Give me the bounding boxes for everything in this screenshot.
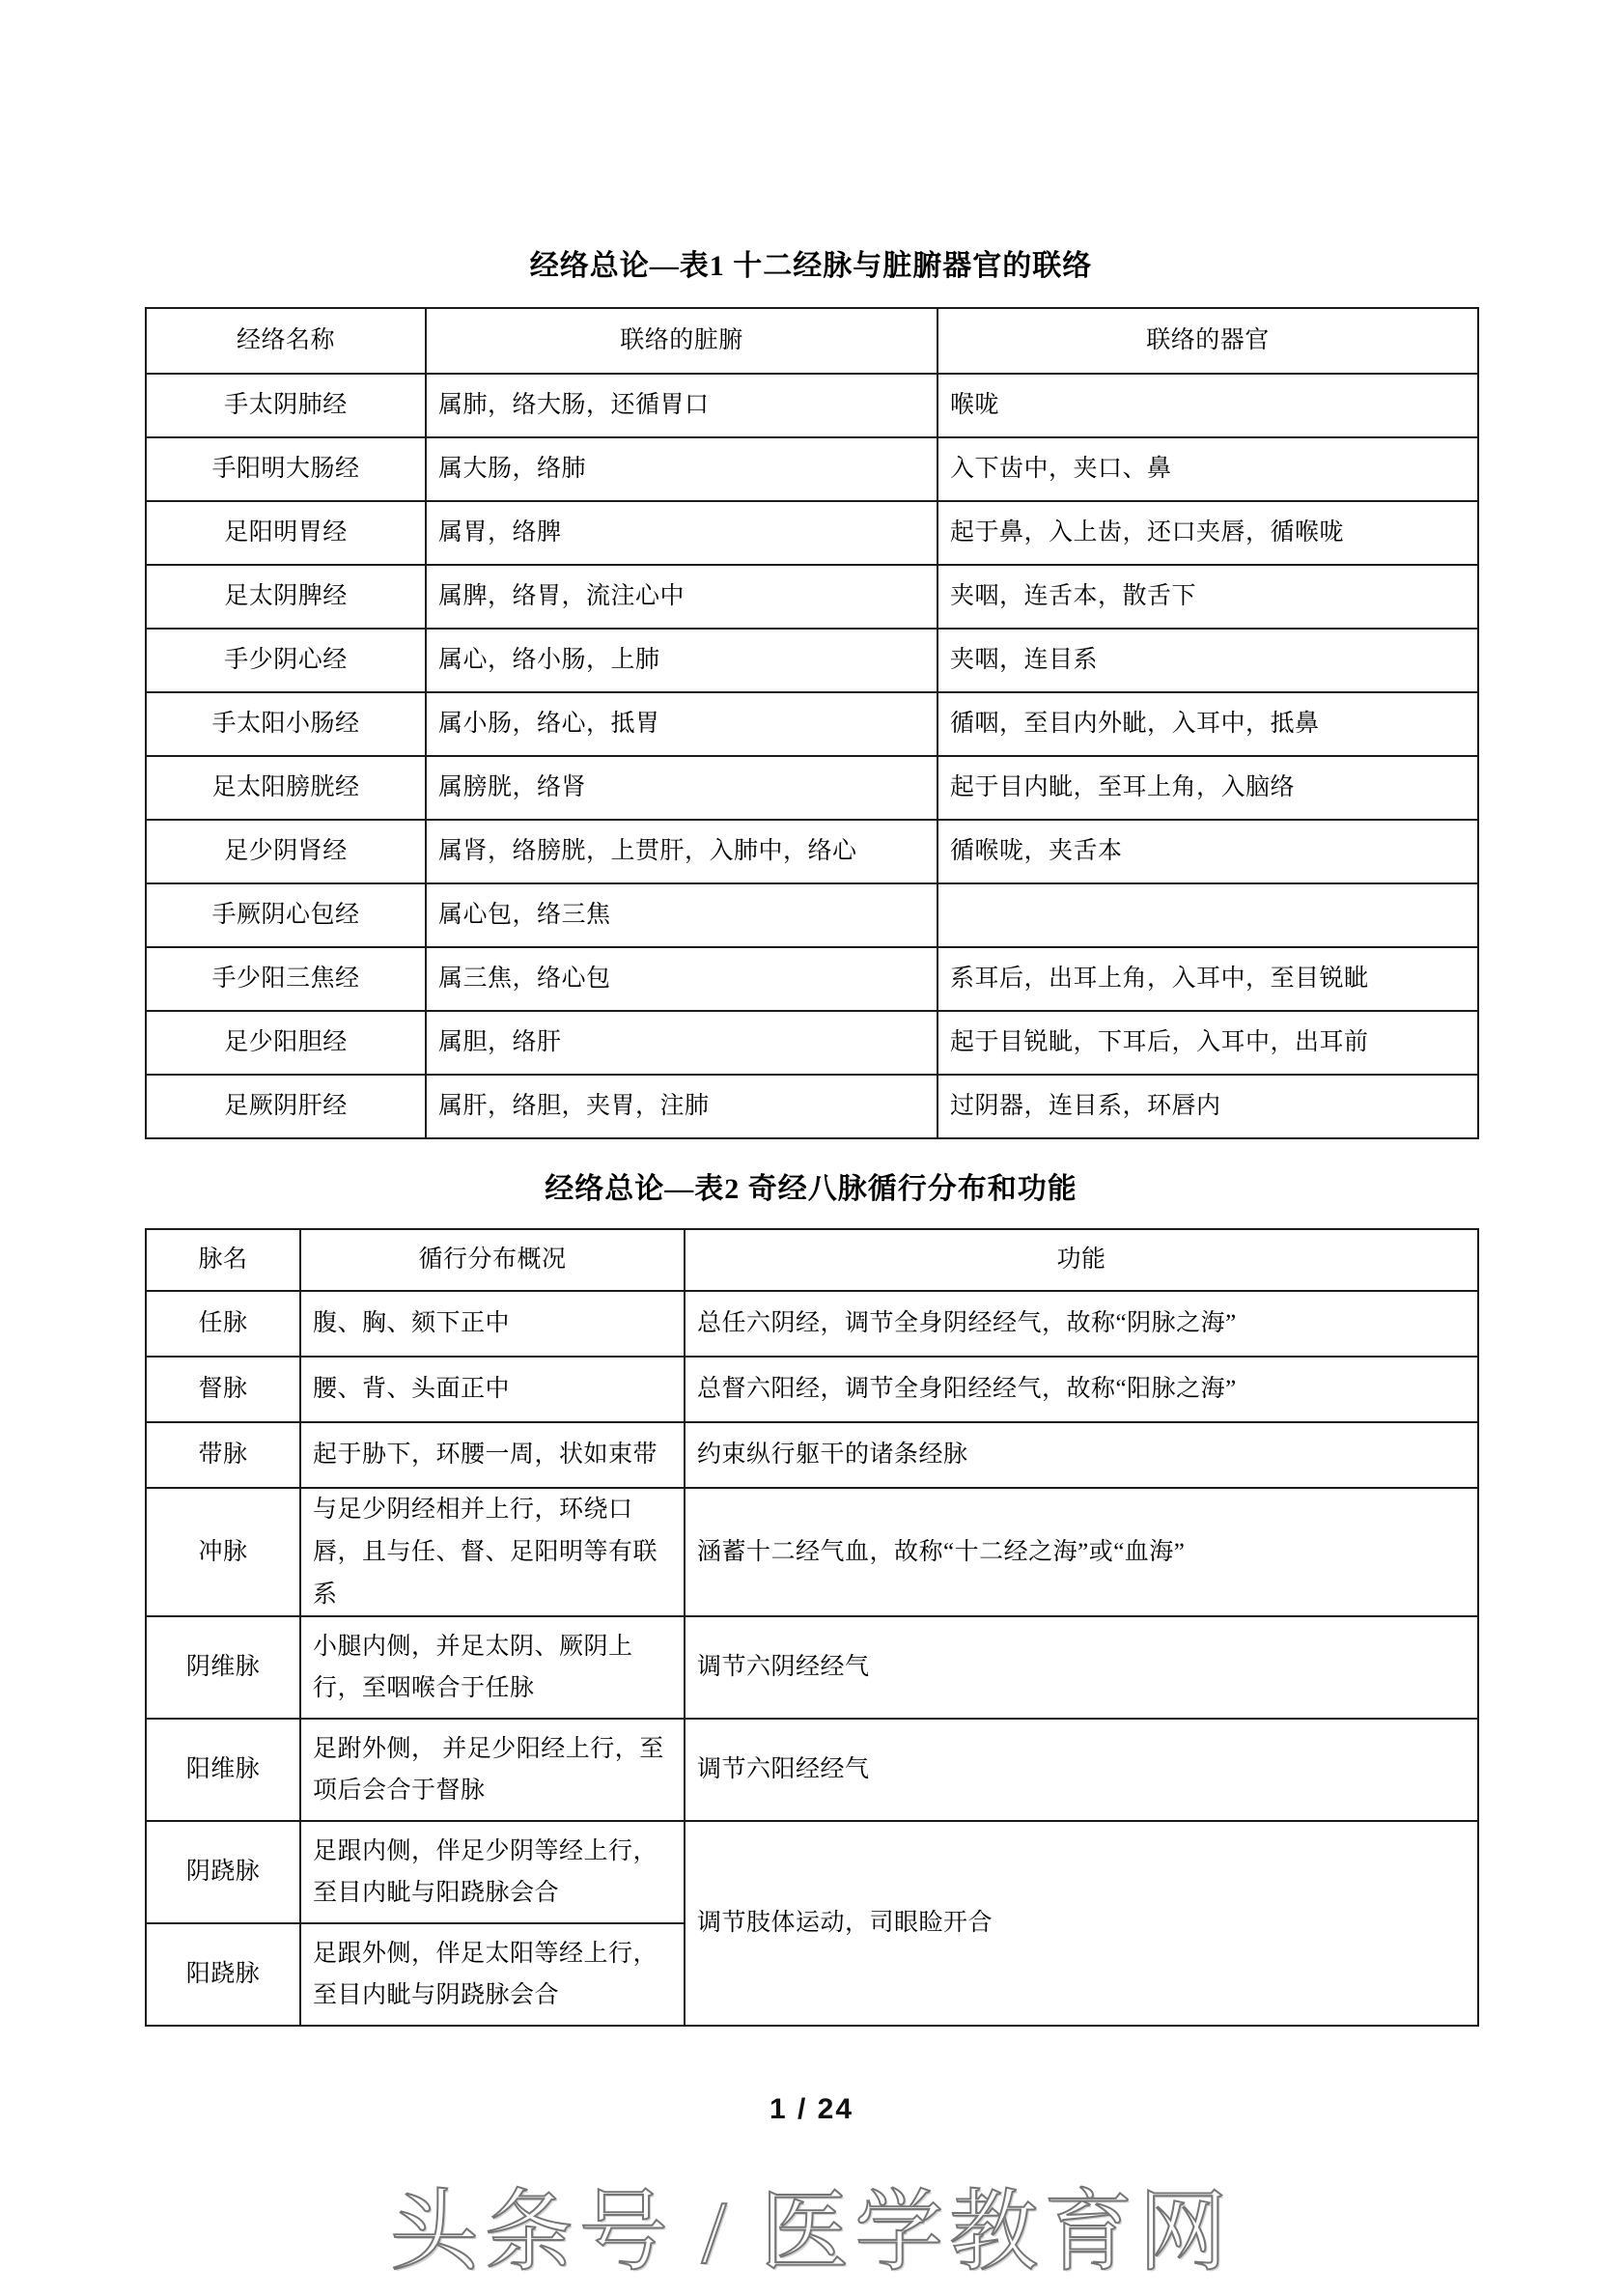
linked-parts: 过阴器，连目系，环唇内	[937, 1075, 1478, 1138]
meridian-name: 手少阴心经	[146, 629, 426, 692]
meridian-name: 足厥阴肝经	[146, 1075, 426, 1138]
meridian-name: 手少阳三焦经	[146, 947, 426, 1011]
vessel-function: 总任六阴经，调节全身阴经经气，故称“阴脉之海”	[685, 1291, 1478, 1357]
table-row	[146, 883, 1478, 947]
vessel-course: 与足少阴经相并上行，环绕口唇，且与任、督、足阳明等有联系	[300, 1488, 685, 1616]
linked-organs: 属小肠，络心，抵胃	[426, 692, 937, 756]
linked-parts: 循喉咙，夹舌本	[937, 820, 1478, 883]
table-row	[146, 437, 1478, 501]
table-row	[146, 1357, 1478, 1422]
vessel-function: 总督六阳经，调节全身阳经经气，故称“阳脉之海”	[685, 1357, 1478, 1422]
linked-organs: 属脾，络胃，流注心中	[426, 565, 937, 629]
table-row	[146, 1616, 1478, 1719]
linked-parts	[937, 883, 1478, 947]
table-row	[146, 756, 1478, 820]
column-header-course: 循行分布概况	[300, 1229, 685, 1291]
table-row-header	[146, 1229, 1478, 1291]
table-row	[146, 501, 1478, 565]
vessel-name: 任脉	[146, 1291, 300, 1357]
linked-parts: 夹咽，连目系	[937, 629, 1478, 692]
linked-parts: 系耳后，出耳上角，入耳中，至目锐眦	[937, 947, 1478, 1011]
vessel-name: 督脉	[146, 1357, 300, 1422]
meridian-name: 足少阳胆经	[146, 1011, 426, 1075]
vessel-function-merged: 调节肢体运动，司眼睑开合	[685, 1821, 1478, 2026]
linked-organs: 属心，络小肠，上肺	[426, 629, 937, 692]
vessel-function: 涵蓄十二经气血，故称“十二经之海”或“血海”	[685, 1488, 1478, 1616]
table-row	[146, 820, 1478, 883]
linked-organs: 属心包，络三焦	[426, 883, 937, 947]
linked-parts: 夹咽，连舌本，散舌下	[937, 565, 1478, 629]
table-row	[146, 565, 1478, 629]
linked-organs: 属肺，络大肠，还循胃口	[426, 374, 937, 437]
table-row	[146, 1719, 1478, 1821]
table-row	[146, 1821, 1478, 1923]
table-row	[146, 1011, 1478, 1075]
vessel-course: 起于胁下，环腰一周，状如束带	[300, 1422, 685, 1488]
linked-parts: 喉咙	[937, 374, 1478, 437]
vessel-name: 阳维脉	[146, 1719, 300, 1821]
table-1-title: 经络总论—表1 十二经脉与脏腑器官的联络	[529, 250, 1093, 282]
table-row	[146, 947, 1478, 1011]
vessel-course: 腹、胸、颏下正中	[300, 1291, 685, 1357]
linked-organs: 属大肠，络肺	[426, 437, 937, 501]
meridian-name: 足少阴肾经	[146, 820, 426, 883]
meridian-name: 足太阴脾经	[146, 565, 426, 629]
table-1-title-wrapper	[145, 249, 1477, 284]
meridian-name: 足太阳膀胱经	[146, 756, 426, 820]
linked-organs: 属三焦，络心包	[426, 947, 937, 1011]
column-header-function: 功能	[685, 1229, 1478, 1291]
linked-parts: 循咽，至目内外眦，入耳中，抵鼻	[937, 692, 1478, 756]
vessel-name: 带脉	[146, 1422, 300, 1488]
linked-organs: 属胃，络脾	[426, 501, 937, 565]
linked-parts: 起于目锐眦，下耳后，入耳中，出耳前	[937, 1011, 1478, 1075]
column-header-linked-organs: 联络的脏腑	[426, 308, 937, 374]
vessel-course: 足跗外侧， 并足少阳经上行，至项后会合于督脉	[300, 1719, 685, 1821]
meridian-name: 手太阴肺经	[146, 374, 426, 437]
table-2-title: 经络总论—表2 奇经八脉循行分布和功能	[545, 1173, 1077, 1205]
linked-organs: 属肾，络膀胱，上贯肝，入肺中，络心	[426, 820, 937, 883]
table-row-header	[146, 308, 1478, 374]
vessel-function: 调节六阳经经气	[685, 1719, 1478, 1821]
vessel-name: 冲脉	[146, 1488, 300, 1616]
linked-organs: 属肝，络胆，夹胃，注肺	[426, 1075, 937, 1138]
table-row	[146, 692, 1478, 756]
vessel-course: 小腿内侧，并足太阴、厥阴上行，至咽喉合于任脉	[300, 1616, 685, 1719]
watermark: 头条号 / 医学教育网	[389, 2183, 1234, 2282]
linked-parts: 起于鼻，入上齿，还口夹唇，循喉咙	[937, 501, 1478, 565]
extraordinary-vessels-table	[145, 1228, 1479, 2027]
page-content	[145, 0, 1477, 2027]
meridian-name: 足阳明胃经	[146, 501, 426, 565]
vessel-course: 足跟外侧，伴足太阳等经上行，至目内眦与阴跷脉会合	[300, 1923, 685, 2026]
table-row	[146, 1075, 1478, 1138]
meridian-name: 手厥阴心包经	[146, 883, 426, 947]
table-2-title-wrapper	[145, 1172, 1477, 1207]
meridian-organ-table	[145, 307, 1479, 1139]
vessel-name: 阳跷脉	[146, 1923, 300, 2026]
linked-organs: 属膀胱，络肾	[426, 756, 937, 820]
meridian-name: 手阳明大肠经	[146, 437, 426, 501]
table-row	[146, 1422, 1478, 1488]
linked-parts: 起于目内眦，至耳上角，入脑络	[937, 756, 1478, 820]
page-number: 1 / 24	[769, 2093, 854, 2125]
vessel-function: 约束纵行躯干的诸条经脉	[685, 1422, 1478, 1488]
vessel-course: 腰、背、头面正中	[300, 1357, 685, 1422]
table-row	[146, 629, 1478, 692]
column-header-meridian-name: 经络名称	[146, 308, 426, 374]
column-header-linked-parts: 联络的器官	[937, 308, 1478, 374]
table-row	[146, 1488, 1478, 1616]
linked-organs: 属胆，络肝	[426, 1011, 937, 1075]
vessel-course: 足跟内侧，伴足少阴等经上行，至目内眦与阳跷脉会合	[300, 1821, 685, 1923]
column-header-vessel-name: 脉名	[146, 1229, 300, 1291]
vessel-function: 调节六阴经经气	[685, 1616, 1478, 1719]
linked-parts: 入下齿中，夹口、鼻	[937, 437, 1478, 501]
meridian-name: 手太阳小肠经	[146, 692, 426, 756]
vessel-name: 阴维脉	[146, 1616, 300, 1719]
vessel-name: 阴跷脉	[146, 1821, 300, 1923]
table-row	[146, 1291, 1478, 1357]
table-row	[146, 374, 1478, 437]
